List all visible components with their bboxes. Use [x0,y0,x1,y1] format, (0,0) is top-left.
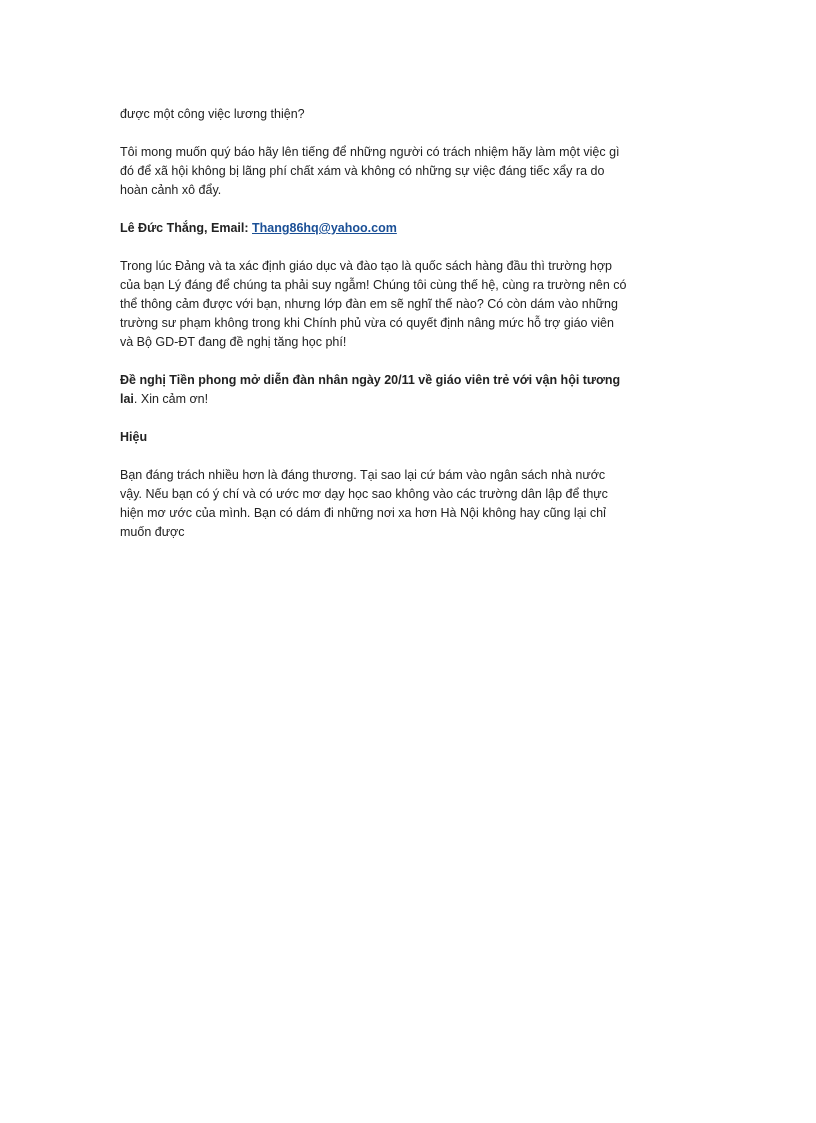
document-page [120,105,680,561]
text-line: muốn được [120,525,185,539]
text-line: hiện mơ ước của mình. Bạn có dám đi những nơi xa hơn Hà Nội không hay cũng lại chỉ [120,506,606,520]
paragraph-proposal [120,371,680,409]
text-line: và Bộ GD-ĐT đang đề nghị tăng học phí! [120,335,347,349]
text-line: hoàn cảnh xô đẩy. [120,183,222,197]
signature-author-2 [120,428,680,447]
author-name: Hiệu [120,430,148,444]
thanks-text: . Xin cảm ơn! [133,392,209,406]
text-line [120,390,680,409]
email-link[interactable]: Thang86hq@yahoo.com [252,221,397,235]
paragraph-continuation [120,105,680,124]
paragraph-reply [120,466,680,542]
text-line: vậy. Nếu bạn có ý chí và có ước mơ dạy học sao không vào các trường dân lập để thực [120,487,608,501]
text-line: Tôi mong muốn quý báo hãy lên tiếng để những người có trách nhiệm hãy làm một việc gì [120,145,620,159]
signature-line [120,219,680,238]
text-line: được một công việc lương thiện? [120,107,305,121]
text-line: Trong lúc Đảng và ta xác định giáo dục và đào tạo là quốc sách hàng đầu thì trường hợp [120,259,612,273]
bold-fragment: lai [120,392,134,406]
paragraph-opinion [120,257,680,352]
text-line: đó để xã hội không bị lãng phí chất xám và không có những sự việc đáng tiếc xẩy ra do [120,164,605,178]
text-line: Bạn đáng trách nhiều hơn là đáng thương. Tại sao lại cứ bám vào ngân sách nhà nước [120,468,606,482]
text-line: của bạn Lý đáng để chúng ta phải suy ngẫm! Chúng tôi cùng thế hệ, cùng ra trường nên có [120,278,627,292]
text-line: trường sư phạm không trong khi Chính phủ vừa có quyết định nâng mức hỗ trợ giáo viên [120,316,614,330]
text-line: Đề nghị Tiền phong mở diễn đàn nhân ngày 20/11 về giáo viên trẻ với vận hội tương [120,373,621,387]
signature-author-1 [120,219,680,238]
paragraph-request [120,143,680,200]
text-line: thể thông cảm được với bạn, nhưng lớp đàn em sẽ nghĩ thế nào? Có còn dám vào những [120,297,618,311]
author-name-label: Lê Đức Thắng, Email: [120,221,252,235]
